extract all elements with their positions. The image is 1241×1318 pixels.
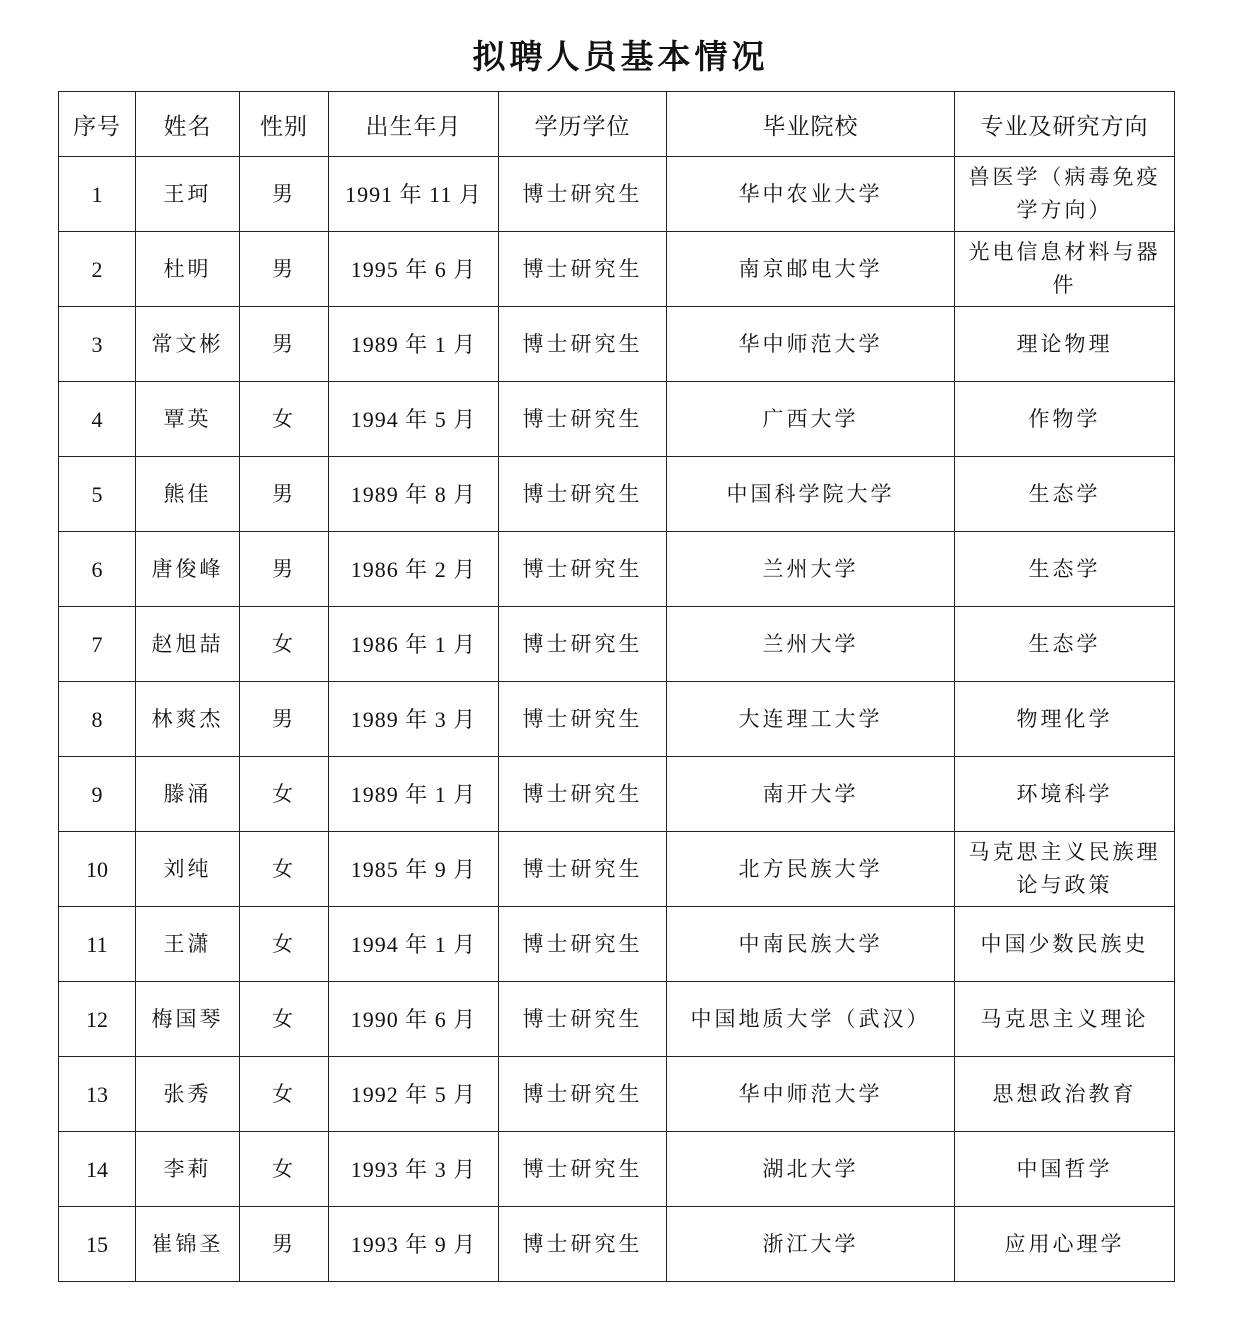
cell-index: 2 [59,232,136,307]
header-school: 毕业院校 [667,92,955,157]
cell-school: 华中师范大学 [667,1057,955,1132]
cell-degree: 博士研究生 [499,307,667,382]
cell-index: 11 [59,907,136,982]
table-row [59,1132,1175,1207]
table-row [59,757,1175,832]
cell-degree: 博士研究生 [499,157,667,232]
cell-school: 华中农业大学 [667,157,955,232]
cell-school: 湖北大学 [667,1132,955,1207]
cell-gender: 女 [240,982,329,1057]
cell-gender: 女 [240,382,329,457]
header-birth-date: 出生年月 [329,92,499,157]
table-body [59,157,1175,1282]
header-index: 序号 [59,92,136,157]
cell-birth-date: 1986 年 1 月 [329,607,499,682]
table-row [59,232,1175,307]
cell-birth-date: 1991 年 11 月 [329,157,499,232]
cell-name: 李莉 [136,1132,240,1207]
cell-major: 生态学 [955,607,1175,682]
cell-birth-date: 1989 年 1 月 [329,307,499,382]
cell-major: 生态学 [955,457,1175,532]
cell-name: 杜明 [136,232,240,307]
cell-name: 滕涌 [136,757,240,832]
table-row [59,982,1175,1057]
cell-degree: 博士研究生 [499,532,667,607]
table-row [59,532,1175,607]
cell-major: 马克思主义理论 [955,982,1175,1057]
cell-major: 环境科学 [955,757,1175,832]
cell-name: 王珂 [136,157,240,232]
cell-index: 13 [59,1057,136,1132]
cell-birth-date: 1989 年 8 月 [329,457,499,532]
cell-major: 生态学 [955,532,1175,607]
cell-birth-date: 1994 年 5 月 [329,382,499,457]
table-row [59,907,1175,982]
cell-degree: 博士研究生 [499,757,667,832]
cell-birth-date: 1993 年 3 月 [329,1132,499,1207]
cell-birth-date: 1995 年 6 月 [329,232,499,307]
cell-name: 林爽杰 [136,682,240,757]
cell-degree: 博士研究生 [499,232,667,307]
cell-school: 北方民族大学 [667,832,955,907]
cell-index: 14 [59,1132,136,1207]
cell-index: 3 [59,307,136,382]
cell-birth-date: 1990 年 6 月 [329,982,499,1057]
cell-birth-date: 1989 年 1 月 [329,757,499,832]
table-row [59,457,1175,532]
cell-major: 马克思主义民族理论与政策 [955,832,1175,907]
cell-degree: 博士研究生 [499,682,667,757]
cell-gender: 女 [240,607,329,682]
cell-school: 华中师范大学 [667,307,955,382]
cell-major: 兽医学（病毒免疫学方向） [955,157,1175,232]
cell-degree: 博士研究生 [499,1207,667,1282]
document-title: 拟聘人员基本情况 [472,37,769,76]
table-row [59,1057,1175,1132]
cell-index: 8 [59,682,136,757]
cell-school: 中国科学院大学 [667,457,955,532]
cell-degree: 博士研究生 [499,907,667,982]
cell-gender: 男 [240,532,329,607]
cell-name: 赵旭喆 [136,607,240,682]
cell-index: 6 [59,532,136,607]
cell-school: 兰州大学 [667,532,955,607]
cell-degree: 博士研究生 [499,457,667,532]
cell-index: 1 [59,157,136,232]
cell-school: 南开大学 [667,757,955,832]
cell-degree: 博士研究生 [499,832,667,907]
cell-school: 广西大学 [667,382,955,457]
cell-gender: 男 [240,157,329,232]
cell-school: 浙江大学 [667,1207,955,1282]
cell-name: 王潇 [136,907,240,982]
cell-name: 梅国琴 [136,982,240,1057]
cell-major: 光电信息材料与器件 [955,232,1175,307]
header-degree: 学历学位 [499,92,667,157]
cell-index: 12 [59,982,136,1057]
table-row [59,382,1175,457]
cell-degree: 博士研究生 [499,1132,667,1207]
cell-name: 崔锦圣 [136,1207,240,1282]
table-row [59,607,1175,682]
cell-index: 4 [59,382,136,457]
cell-major: 物理化学 [955,682,1175,757]
cell-name: 覃英 [136,382,240,457]
cell-birth-date: 1992 年 5 月 [329,1057,499,1132]
cell-birth-date: 1986 年 2 月 [329,532,499,607]
cell-major: 中国少数民族史 [955,907,1175,982]
table-header-row [59,92,1175,157]
cell-degree: 博士研究生 [499,1057,667,1132]
cell-index: 9 [59,757,136,832]
cell-major: 中国哲学 [955,1132,1175,1207]
cell-birth-date: 1989 年 3 月 [329,682,499,757]
cell-school: 大连理工大学 [667,682,955,757]
cell-major: 思想政治教育 [955,1057,1175,1132]
cell-school: 南京邮电大学 [667,232,955,307]
cell-name: 熊佳 [136,457,240,532]
cell-gender: 女 [240,1132,329,1207]
cell-gender: 男 [240,682,329,757]
cell-index: 5 [59,457,136,532]
cell-gender: 女 [240,1057,329,1132]
cell-degree: 博士研究生 [499,607,667,682]
cell-gender: 男 [240,1207,329,1282]
table-row [59,307,1175,382]
header-gender: 性别 [240,92,329,157]
cell-gender: 男 [240,457,329,532]
cell-degree: 博士研究生 [499,382,667,457]
cell-degree: 博士研究生 [499,982,667,1057]
cell-birth-date: 1985 年 9 月 [329,832,499,907]
table-row [59,682,1175,757]
cell-name: 常文彬 [136,307,240,382]
cell-school: 兰州大学 [667,607,955,682]
cell-name: 刘纯 [136,832,240,907]
cell-gender: 女 [240,907,329,982]
cell-gender: 男 [240,232,329,307]
cell-major: 应用心理学 [955,1207,1175,1282]
cell-birth-date: 1994 年 1 月 [329,907,499,982]
table-row [59,832,1175,907]
personnel-table [58,91,1175,1282]
header-name: 姓名 [136,92,240,157]
cell-school: 中南民族大学 [667,907,955,982]
table-row [59,1207,1175,1282]
cell-index: 10 [59,832,136,907]
cell-birth-date: 1993 年 9 月 [329,1207,499,1282]
cell-school: 中国地质大学（武汉） [667,982,955,1057]
cell-name: 张秀 [136,1057,240,1132]
cell-gender: 女 [240,832,329,907]
cell-gender: 男 [240,307,329,382]
cell-major: 作物学 [955,382,1175,457]
cell-name: 唐俊峰 [136,532,240,607]
cell-gender: 女 [240,757,329,832]
table-row [59,157,1175,232]
cell-index: 15 [59,1207,136,1282]
cell-index: 7 [59,607,136,682]
header-major: 专业及研究方向 [955,92,1175,157]
cell-major: 理论物理 [955,307,1175,382]
